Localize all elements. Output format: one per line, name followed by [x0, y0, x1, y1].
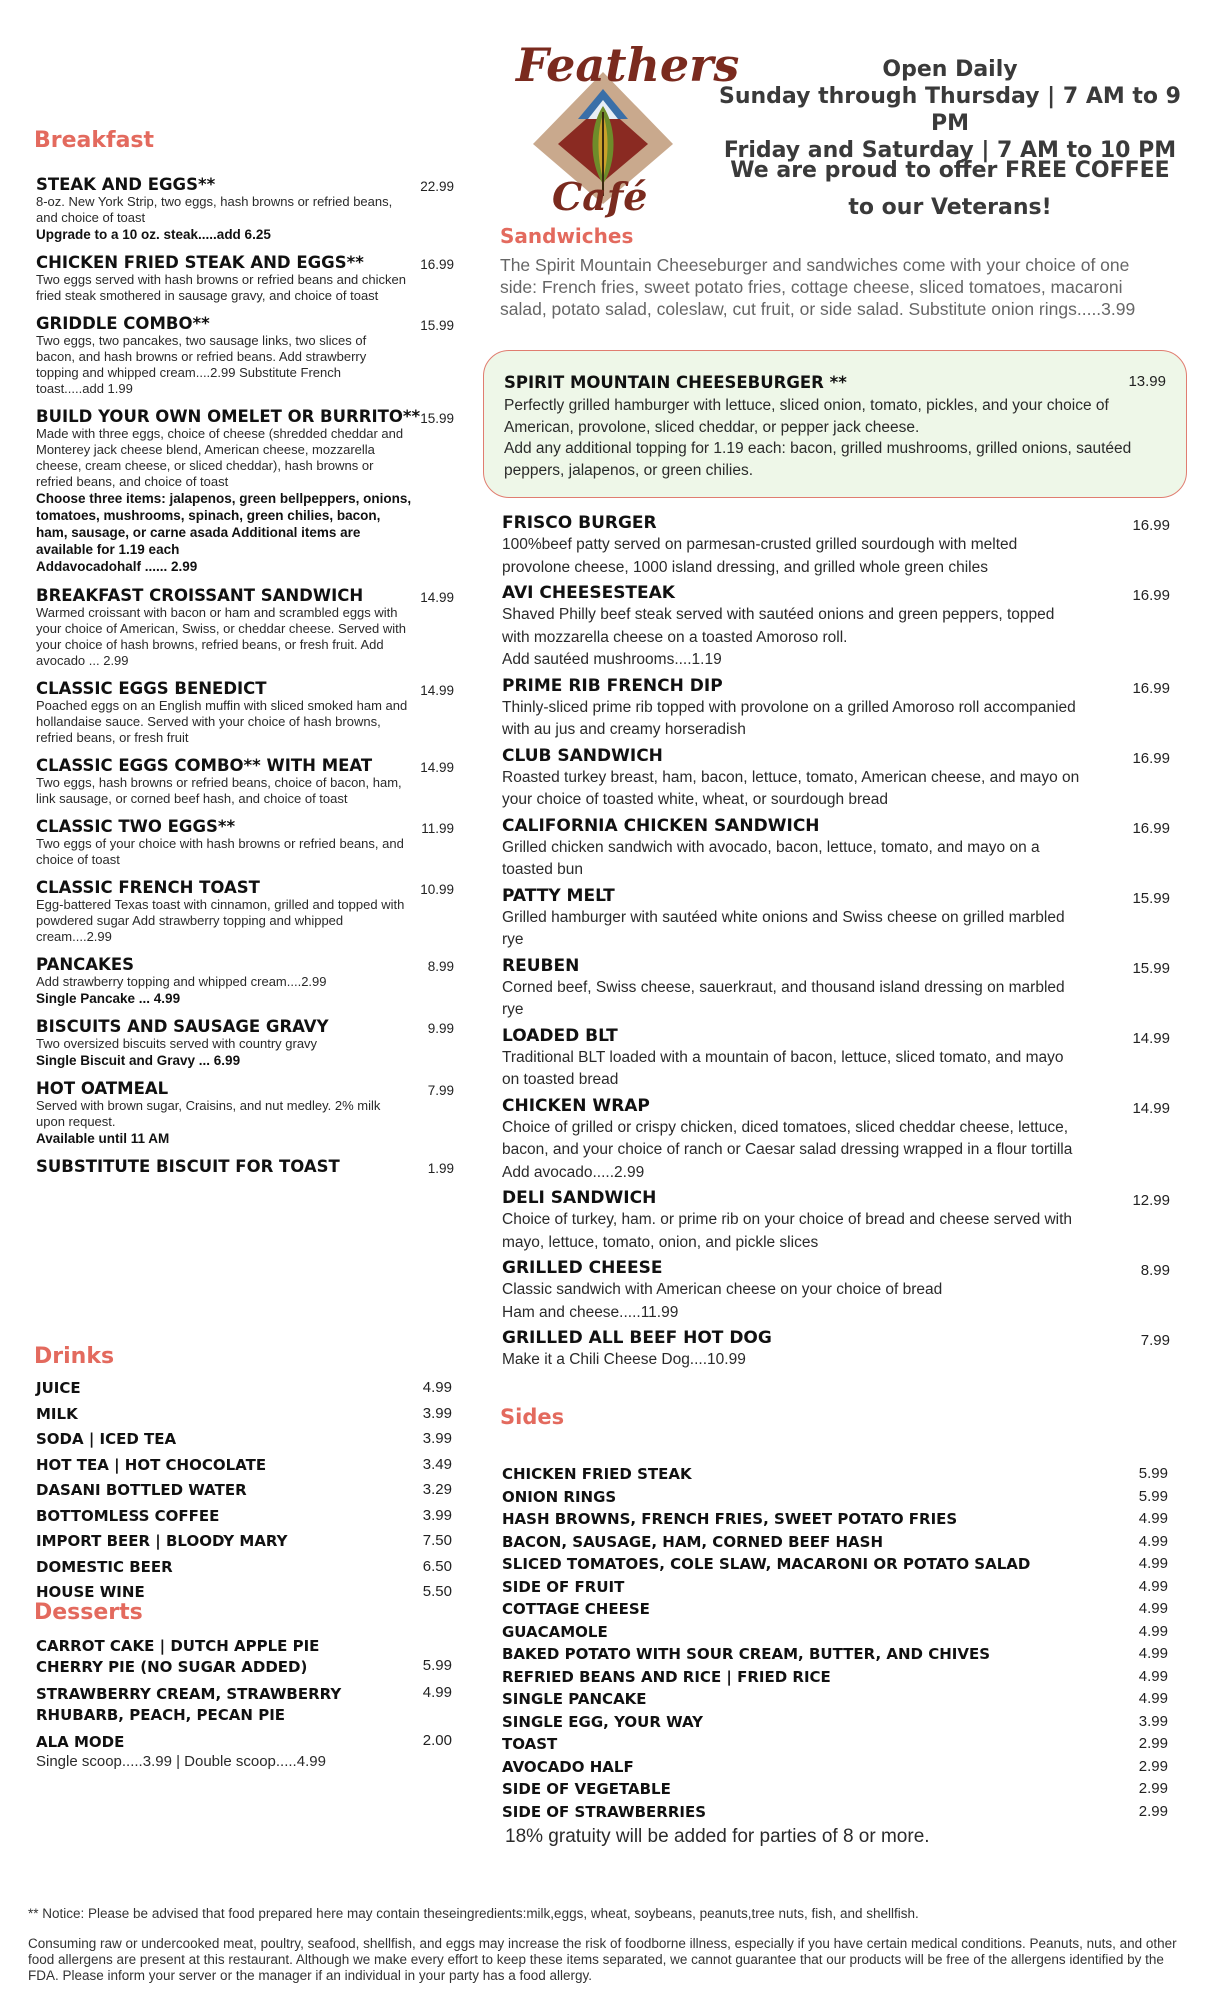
sandwich-addon: Add sautéed mushrooms....1.19 — [502, 651, 722, 668]
item-price: 7.99 — [427, 1083, 454, 1098]
drink-name: HOUSE WINE — [36, 1583, 145, 1601]
item-price: 14.99 — [420, 590, 454, 605]
item-price: 9.99 — [427, 1021, 454, 1036]
item-description: Warmed croissant with bacon or ham and scrambled eggs with your choice of American, Swiss, or cheddar cheese. Served with your choice of hash browns, refried beans, or fresh fruit. Add avocado ... 2.99 — [36, 605, 406, 668]
sandwich-price: 12.99 — [1132, 1192, 1170, 1209]
drink-name: DASANI BOTTLED WATER — [36, 1481, 247, 1499]
sandwich-item — [502, 815, 1170, 882]
side-price: 4.99 — [1138, 1532, 1168, 1550]
sandwich-description: Traditional BLT loaded with a mountain of bacon, lettuce, sliced tomato, and mayo on toasted bread — [502, 1048, 1064, 1088]
side-item — [502, 1533, 1168, 1556]
drink-price: 3.99 — [422, 1404, 452, 1422]
sandwich-description: Roasted turkey breast, ham, bacon, lettuce, tomato, American cheese, and mayo on your choice of toasted white, wheat, or sourdough bread — [502, 768, 1080, 808]
sandwich-addon: Add avocado.....2.99 — [502, 1163, 645, 1181]
item-name: BREAKFAST CROISSANT SANDWICH — [36, 586, 364, 605]
hours-line-3: Friday and Saturday | 7 AM to 10 PM — [723, 138, 1177, 163]
item-extra: Addavocadohalf ...... 2.99 — [36, 559, 198, 574]
drink-price: 3.99 — [422, 1506, 452, 1524]
sandwich-description: Thinly-sliced prime rib topped with provolone on a grilled Amoroso roll accompanied with au jus and creamy horseradish — [502, 698, 1076, 738]
sandwich-description: Grilled chicken sandwich with avocado, bacon, lettuce, tomato, and mayo on a toasted bun — [502, 838, 1040, 878]
side-item — [502, 1465, 1168, 1488]
side-name: SINGLE EGG, YOUR WAY — [502, 1712, 704, 1731]
breakfast-item — [36, 1157, 454, 1176]
drink-item — [36, 1430, 452, 1456]
sandwich-item — [502, 1257, 1170, 1324]
side-item — [502, 1780, 1168, 1803]
drink-item — [36, 1481, 452, 1507]
featured-item-description — [504, 395, 1154, 481]
sandwich-item — [502, 675, 1170, 742]
dessert-price: 4.99 — [422, 1684, 452, 1701]
side-name: SIDE OF VEGETABLE — [502, 1780, 671, 1798]
side-price: 4.99 — [1138, 1600, 1168, 1617]
item-description: Made with three eggs, choice of cheese (shredded cheddar and Monterey jack cheese blend, American cheese, mozzarella cheese, cream cheese, or sliced cheddar), hash browns or refried beans, and choice of toast — [36, 426, 404, 489]
sandwiches-heading: Sandwiches — [500, 224, 634, 248]
sandwich-item — [502, 955, 1170, 1022]
sandwich-price: 16.99 — [1132, 679, 1170, 697]
sandwiches-list — [502, 512, 1170, 1375]
item-name: CLASSIC EGGS BENEDICT — [36, 679, 267, 698]
hours-line-2: Sunday through Thursday | 7 AM to 9 PM — [719, 84, 1181, 136]
item-extra: Single Biscuit and Gravy ... 6.99 — [36, 1053, 241, 1068]
sandwich-item — [502, 745, 1170, 812]
item-name: CLASSIC EGGS COMBO** WITH MEAT — [36, 756, 373, 775]
dessert-price: 5.99 — [422, 1657, 452, 1674]
sandwich-name: LOADED BLT — [502, 1025, 618, 1046]
dessert-item — [36, 1732, 452, 1770]
sandwich-description: 100%beef patty served on parmesan-crusted grilled sourdough with melted provolone cheese, 1000 island dressing, and grilled whole green chiles — [502, 536, 1018, 576]
sandwich-item — [502, 512, 1170, 579]
drink-item — [36, 1456, 452, 1482]
item-extra: Single Pancake ... 4.99 — [36, 991, 181, 1006]
breakfast-item — [36, 817, 454, 868]
item-name: BUILD YOUR OWN OMELET OR BURRITO** — [36, 407, 421, 426]
drink-name: HOT TEA | HOT CHOCOLATE — [36, 1455, 267, 1474]
hours-line-1: Open Daily — [882, 57, 1018, 82]
sandwich-price: 14.99 — [1132, 1029, 1170, 1047]
sandwich-description: Classic sandwich with American cheese on your choice of bread — [502, 1281, 943, 1298]
dessert-name: ALA MODE — [36, 1733, 125, 1751]
side-item — [502, 1510, 1168, 1533]
item-name: CLASSIC TWO EGGS** — [36, 817, 236, 836]
item-description: Two eggs served with hash browns or refried beans and chicken fried steak smothered in sausage gravy, and choice of toast — [36, 272, 406, 303]
item-name: BISCUITS AND SAUSAGE GRAVY — [36, 1017, 329, 1036]
drink-price: 7.50 — [422, 1532, 452, 1549]
side-item — [502, 1488, 1168, 1511]
sandwich-price: 15.99 — [1132, 889, 1170, 907]
dessert-item — [36, 1684, 452, 1726]
side-item — [502, 1690, 1168, 1713]
item-price: 16.99 — [420, 257, 454, 272]
breakfast-item — [36, 314, 454, 397]
sandwich-price: 16.99 — [1132, 749, 1170, 767]
drink-item — [36, 1405, 452, 1431]
veterans-line-1: We are proud to offer FREE COFFEE — [730, 158, 1170, 183]
sandwich-name: FRISCO BURGER — [502, 513, 657, 533]
item-description: Add strawberry topping and whipped cream....2.99 — [36, 974, 327, 989]
sandwich-name: DELI SANDWICH — [502, 1188, 657, 1208]
featured-item-price: 13.99 — [1128, 373, 1166, 390]
featured-item-name: SPIRIT MOUNTAIN CHEESEBURGER ** — [504, 373, 847, 392]
sandwich-item — [502, 885, 1170, 952]
item-name: GRIDDLE COMBO** — [36, 314, 210, 333]
side-price: 4.99 — [1138, 1577, 1168, 1595]
dessert-name: CARROT CAKE | DUTCH APPLE PIE CHERRY PIE (NO SUGAR ADDED) — [36, 1637, 320, 1676]
raw-food-notice: Consuming raw or undercooked meat, poultry, seafood, shellfish, and eggs may increase the risk of foodborne illness, especially if you have certain medical conditions. Peanuts, nuts, and other food allergens are present at this restaurant. Although we make every effort to keep these items separated, we cannot guarantee that our products will be free of the allergens identified by the FDA. Please inform your server or the manager if an individual in your party has a food allergy. — [28, 1936, 1177, 1983]
drink-price: 5.50 — [422, 1583, 452, 1600]
side-item — [502, 1758, 1168, 1781]
sandwich-addon: Ham and cheese.....11.99 — [502, 1303, 679, 1321]
side-item — [502, 1713, 1168, 1736]
item-extra: Available until 11 AM — [36, 1131, 170, 1146]
sandwich-price: 16.99 — [1132, 819, 1170, 837]
side-price: 2.99 — [1138, 1802, 1168, 1820]
sandwich-item — [502, 1327, 1170, 1372]
side-item — [502, 1735, 1168, 1758]
sandwich-price: 16.99 — [1132, 517, 1170, 534]
veterans-offer — [700, 152, 1200, 226]
item-name: PANCAKES — [36, 955, 134, 974]
side-item — [502, 1600, 1168, 1623]
featured-cheeseburger-box — [483, 350, 1187, 498]
sandwich-name: AVI CHEESESTEAK — [502, 583, 675, 603]
item-price: 14.99 — [420, 683, 454, 698]
item-price: 22.99 — [420, 179, 454, 194]
item-description: Two eggs, two pancakes, two sausage links, two slices of bacon, and hash browns or refried beans. Add strawberry topping and whipped cream....2.99 Substitute French toast.....add 1.99 — [36, 333, 367, 396]
item-description: Two eggs, hash browns or refried beans, choice of bacon, ham, link sausage, or corned beef hash, and choice of toast — [36, 775, 402, 806]
sandwiches-intro: The Spirit Mountain Cheeseburger and sandwiches come with your choice of one side: French fries, sweet potato fries, cottage cheese, sliced tomatoes, macaroni salad, potato salad, coleslaw, cut fruit, or side salad. Substitute onion rings.....3.99 — [500, 255, 1136, 319]
side-name: ONION RINGS — [502, 1487, 617, 1506]
drink-price: 6.50 — [422, 1557, 452, 1575]
item-name: CHICKEN FRIED STEAK AND EGGS** — [36, 253, 364, 272]
side-name: REFRIED BEANS AND RICE | FRIED RICE — [502, 1667, 831, 1686]
sides-list — [502, 1465, 1168, 1825]
item-price: 15.99 — [420, 318, 454, 333]
sandwich-item — [502, 1025, 1170, 1092]
sandwich-price: 14.99 — [1132, 1099, 1170, 1117]
item-price: 8.99 — [427, 959, 454, 974]
drink-price: 3.49 — [422, 1455, 452, 1473]
side-name: AVOCADO HALF — [502, 1757, 634, 1776]
side-name: SIDE OF STRAWBERRIES — [502, 1802, 707, 1821]
sandwich-description: Choice of grilled or crispy chicken, diced tomatoes, sliced cheddar cheese, lettuce, bacon, and your choice of ranch or Caesar salad dressing wrapped in a flour tortilla — [502, 1118, 1073, 1158]
drink-item — [36, 1507, 452, 1533]
item-price: 15.99 — [420, 411, 454, 426]
breakfast-item — [36, 1017, 454, 1069]
breakfast-item — [36, 1079, 454, 1147]
item-price: 10.99 — [420, 882, 454, 897]
sandwich-name: CLUB SANDWICH — [502, 745, 663, 766]
sandwich-name: CHICKEN WRAP — [502, 1095, 650, 1116]
veterans-line-2: to our Veterans! — [848, 195, 1052, 220]
drink-item — [36, 1379, 452, 1405]
drink-price: 3.29 — [422, 1481, 452, 1498]
breakfast-item — [36, 756, 454, 807]
side-item — [502, 1555, 1168, 1578]
logo-word-feathers: Feathers — [516, 38, 740, 92]
sandwich-description: Choice of turkey, ham. or prime rib on your choice of bread and cheese served with mayo, lettuce, tomato, onion, and pickle slices — [502, 1211, 1073, 1251]
dessert-item — [36, 1636, 452, 1678]
side-price: 4.99 — [1138, 1667, 1168, 1685]
sandwich-item — [502, 1187, 1170, 1254]
side-name: CHICKEN FRIED STEAK — [502, 1465, 692, 1483]
sandwich-description: Grilled hamburger with sautéed white onions and Swiss cheese on grilled marbled rye — [502, 908, 1065, 948]
item-name: CLASSIC FRENCH TOAST — [36, 878, 260, 897]
item-description: Poached eggs on an English muffin with sliced smoked ham and hollandaise sauce. Served with your choice of hash browns, refried beans, or fresh fruit — [36, 698, 408, 745]
item-name: STEAK AND EGGS** — [36, 175, 216, 194]
item-price: 14.99 — [420, 760, 454, 775]
side-price: 4.99 — [1138, 1690, 1168, 1707]
side-item — [502, 1645, 1168, 1668]
breakfast-item — [36, 955, 454, 1007]
sandwich-price: 7.99 — [1140, 1332, 1170, 1349]
drink-name: MILK — [36, 1404, 78, 1423]
side-price: 4.99 — [1138, 1645, 1168, 1662]
side-item — [502, 1803, 1168, 1826]
drinks-list — [36, 1379, 452, 1609]
drink-name: DOMESTIC BEER — [36, 1557, 173, 1576]
side-price: 5.99 — [1138, 1465, 1168, 1482]
side-item — [502, 1578, 1168, 1601]
side-name: BAKED POTATO WITH SOUR CREAM, BUTTER, AND CHIVES — [502, 1645, 991, 1663]
sandwich-description: Shaved Philly beef steak served with sautéed onions and green peppers, topped with mozzarella cheese on a toasted Amoroso roll. — [502, 606, 1055, 646]
item-description: 8-oz. New York Strip, two eggs, hash browns or refried beans, and choice of toast — [36, 194, 393, 225]
sandwich-name: GRILLED ALL BEEF HOT DOG — [502, 1328, 772, 1348]
side-name: GUACAMOLE — [502, 1622, 608, 1641]
sandwich-price: 15.99 — [1132, 959, 1170, 977]
side-price: 4.99 — [1138, 1510, 1168, 1527]
dessert-description: Single scoop.....3.99 | Double scoop.....4.99 — [36, 1753, 326, 1770]
side-item — [502, 1623, 1168, 1646]
breakfast-list — [36, 175, 454, 1186]
drink-name: BOTTOMLESS COFFEE — [36, 1506, 220, 1525]
sandwich-name: PRIME RIB FRENCH DIP — [502, 675, 723, 696]
side-price: 4.99 — [1138, 1622, 1168, 1640]
item-description: Served with brown sugar, Craisins, and nut medley. 2% milk upon request. — [36, 1098, 381, 1129]
drink-item — [36, 1532, 452, 1558]
sandwich-price: 8.99 — [1140, 1262, 1170, 1279]
drink-name: SODA | ICED TEA — [36, 1430, 177, 1448]
side-name: SINGLE PANCAKE — [502, 1690, 647, 1708]
sandwich-description: Make it a Chili Cheese Dog....10.99 — [502, 1351, 746, 1368]
breakfast-heading: Breakfast — [34, 128, 155, 153]
drink-name: IMPORT BEER | BLOODY MARY — [36, 1532, 288, 1550]
desserts-list — [36, 1636, 452, 1776]
breakfast-item — [36, 878, 454, 945]
drink-item — [36, 1558, 452, 1584]
drinks-heading: Drinks — [34, 1344, 115, 1369]
desserts-heading: Desserts — [34, 1600, 143, 1625]
breakfast-item — [36, 407, 454, 576]
sandwich-item — [502, 582, 1170, 672]
side-name: SIDE OF FRUIT — [502, 1577, 625, 1596]
side-item — [502, 1668, 1168, 1691]
sandwich-name: PATTY MELT — [502, 885, 615, 906]
featured-desc-line: Perfectly grilled hamburger with lettuce, sliced onion, tomato, pickles, and your choice of American, provolone, sliced cheddar, or pepper jack cheese. — [504, 397, 1109, 436]
sandwich-description: Corned beef, Swiss cheese, sauerkraut, and thousand island dressing on marbled rye — [502, 978, 1065, 1018]
gratuity-note: 18% gratuity will be added for parties of 8 or more. — [505, 1826, 930, 1847]
drink-name: JUICE — [36, 1379, 81, 1397]
logo-word-cafe: Café — [552, 174, 648, 219]
item-description: Two oversized biscuits served with country gravy — [36, 1036, 318, 1051]
opening-hours — [700, 56, 1200, 164]
cafe-logo — [508, 34, 740, 224]
breakfast-item — [36, 175, 454, 243]
allergen-notice: ** Notice: Please be advised that food prepared here may contain theseingredients:milk,eggs, wheat, soybeans, peanuts,tree nuts, fish, and shellfish. — [28, 1906, 919, 1921]
side-price: 2.99 — [1138, 1757, 1168, 1775]
sides-heading: Sides — [500, 1405, 565, 1429]
sandwich-name: GRILLED CHEESE — [502, 1258, 663, 1278]
drink-price: 4.99 — [422, 1379, 452, 1396]
item-price: 11.99 — [421, 821, 454, 836]
side-price: 4.99 — [1138, 1555, 1168, 1572]
breakfast-item — [36, 253, 454, 304]
side-name: HASH BROWNS, FRENCH FRIES, SWEET POTATO FRIES — [502, 1510, 958, 1528]
dessert-price: 2.00 — [422, 1732, 452, 1749]
drink-price: 3.99 — [422, 1430, 452, 1447]
featured-addon-line: Add any additional topping for 1.19 each: bacon, grilled mushrooms, grilled onions, sautéed peppers, jalapenos, or green chilies. — [504, 440, 1132, 479]
item-description: Egg-battered Texas toast with cinnamon, grilled and topped with powdered sugar Add strawberry topping and whipped cream....2.99 — [36, 897, 405, 944]
side-price: 2.99 — [1138, 1735, 1168, 1752]
side-name: SLICED TOMATOES, COLE SLAW, MACARONI OR POTATO SALAD — [502, 1555, 1031, 1573]
item-extra: Upgrade to a 10 oz. steak.....add 6.25 — [36, 227, 271, 242]
item-description: Two eggs of your choice with hash browns or refried beans, and choice of toast — [36, 836, 404, 867]
breakfast-item — [36, 586, 454, 669]
side-price: 3.99 — [1138, 1712, 1168, 1730]
side-price: 5.99 — [1138, 1487, 1168, 1505]
side-name: TOAST — [502, 1735, 558, 1753]
item-name: HOT OATMEAL — [36, 1079, 169, 1098]
side-name: COTTAGE CHEESE — [502, 1600, 650, 1618]
item-name: SUBSTITUTE BISCUIT FOR TOAST — [36, 1157, 340, 1176]
sandwich-name: REUBEN — [502, 955, 580, 976]
item-extra: Choose three items: jalapenos, green bellpeppers, onions, tomatoes, mushrooms, spinach, green chilies, bacon, ham, sausage, or carne asada Additional items are available for 1.19 each — [36, 491, 412, 557]
dessert-name: STRAWBERRY CREAM, STRAWBERRY RHUBARB, PEACH, PECAN PIE — [36, 1685, 342, 1724]
side-name: BACON, SAUSAGE, HAM, CORNED BEEF HASH — [502, 1532, 884, 1551]
item-price: 1.99 — [427, 1161, 454, 1176]
sandwich-price: 16.99 — [1132, 587, 1170, 604]
sandwich-name: CALIFORNIA CHICKEN SANDWICH — [502, 815, 820, 836]
side-price: 2.99 — [1138, 1780, 1168, 1797]
sandwich-item — [502, 1095, 1170, 1185]
breakfast-item — [36, 679, 454, 746]
